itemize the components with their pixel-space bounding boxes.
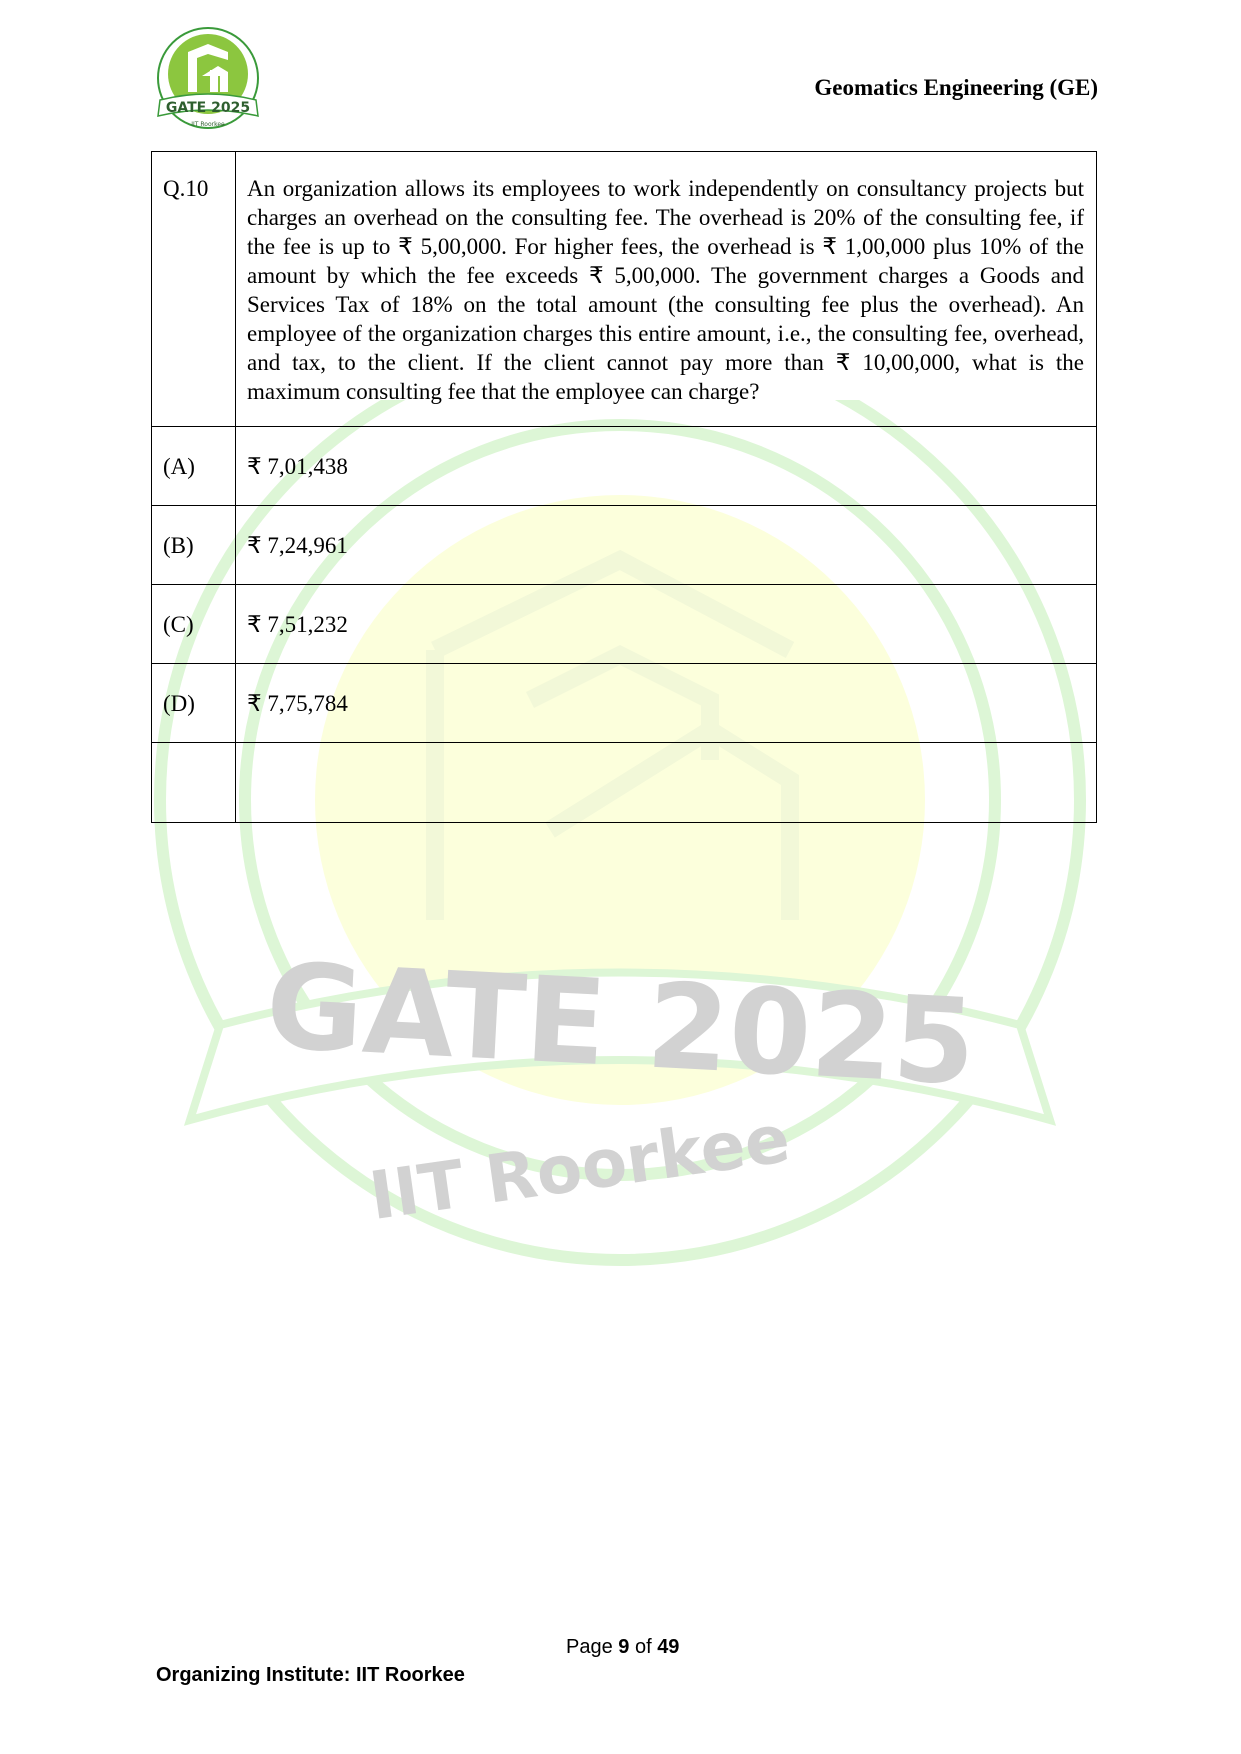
- organizing-institute: Organizing Institute: IIT Roorkee: [156, 1664, 465, 1686]
- option-label: (A): [152, 427, 236, 506]
- option-label: (B): [152, 506, 236, 585]
- logo-title: GATE 2025: [165, 100, 251, 116]
- option-row-a: [152, 427, 1097, 506]
- option-value: ₹ 7,01,438: [236, 427, 1097, 506]
- question-text: An organization allows its employees to work independently on consultancy projects but charges an overhead on the consulting fee. The overhead is 20% of the consulting fee, if the fee is up to ₹ 5,00,000. For higher fees, the overhead is ₹ 1,00,000 plus 10% of the amount by which the fee exceeds ₹ 5,00,000. The government charges a Goods and Services Tax of 18% on the total amount (the consulting fee plus the overhead). An employee of the organization charges this entire amount, i.e., the consulting fee, overhead, and tax, to the client. If the client cannot pay more than ₹ 10,00,000, what is the maximum consulting fee that the employee can charge?: [236, 152, 1097, 427]
- option-row-d: [152, 664, 1097, 743]
- question-row: [152, 152, 1097, 427]
- page-total: 49: [657, 1636, 680, 1658]
- question-number: Q.10: [152, 152, 236, 427]
- question-table: [151, 151, 1097, 823]
- page-current: 9: [618, 1636, 630, 1658]
- watermark-title: GATE 2025: [262, 936, 979, 1112]
- watermark-subtitle: IIT Roorkee: [364, 1099, 795, 1236]
- page-prefix: Page: [566, 1636, 619, 1658]
- option-row-c: [152, 585, 1097, 664]
- paper-title: Geomatics Engineering (GE): [814, 75, 1098, 100]
- page-mid: of: [629, 1636, 658, 1658]
- page-number: [566, 1636, 679, 1659]
- option-value: ₹ 7,75,784: [236, 664, 1097, 743]
- blank-cell: [152, 743, 236, 823]
- blank-cell: [236, 743, 1097, 823]
- gate-2025-logo: [150, 26, 266, 142]
- logo-subtitle: IIT Roorkee: [191, 121, 225, 128]
- option-label: (C): [152, 585, 236, 664]
- blank-row: [152, 743, 1097, 823]
- option-value: ₹ 7,51,232: [236, 585, 1097, 664]
- option-label: (D): [152, 664, 236, 743]
- option-value: ₹ 7,24,961: [236, 506, 1097, 585]
- option-row-b: [152, 506, 1097, 585]
